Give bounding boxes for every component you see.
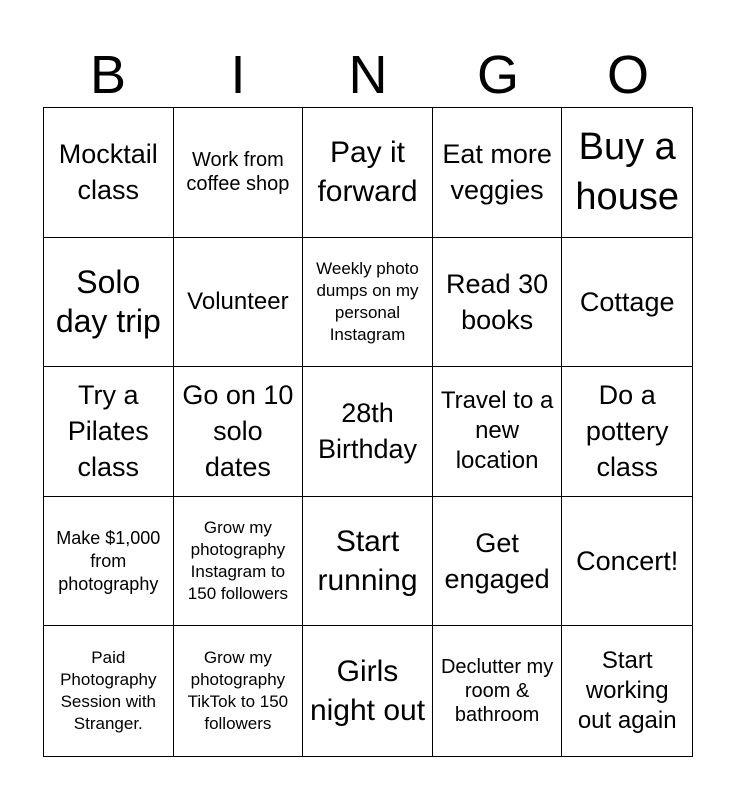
cell-text: 28th Birthday bbox=[317, 398, 418, 465]
cell-text: Start working out again bbox=[577, 647, 677, 735]
cell-text: Do a pottery class bbox=[585, 380, 669, 483]
header-letter-b: B bbox=[89, 45, 127, 105]
cell-text: Grow my photography TikTok to 150 followers bbox=[187, 648, 289, 734]
cell-text: Grow my photography Instagram to 150 followers bbox=[187, 518, 288, 604]
bingo-cell[interactable] bbox=[303, 367, 433, 497]
bingo-cell[interactable] bbox=[562, 497, 692, 627]
cell-text: Make $1,000 from photography bbox=[56, 527, 161, 594]
cell-text: Solo day trip bbox=[55, 263, 161, 339]
cell-text: Go on 10 solo dates bbox=[182, 380, 294, 483]
cell-text: Concert! bbox=[576, 546, 679, 577]
header-letter-i: I bbox=[230, 45, 246, 105]
bingo-cell[interactable] bbox=[433, 108, 563, 238]
bingo-cell[interactable] bbox=[44, 626, 174, 756]
cell-text: Try a Pilates class bbox=[67, 380, 149, 483]
cell-text: Girls night out bbox=[309, 655, 426, 728]
cell-text: Mocktail class bbox=[58, 139, 158, 206]
bingo-cell[interactable] bbox=[433, 626, 563, 756]
bingo-cell[interactable] bbox=[174, 626, 304, 756]
bingo-cell[interactable] bbox=[44, 238, 174, 368]
header-letter-n: N bbox=[348, 45, 388, 105]
bingo-cell[interactable] bbox=[303, 497, 433, 627]
cell-text: Get engaged bbox=[444, 528, 550, 595]
cell-text: Paid Photography Session with Stranger. bbox=[60, 648, 157, 734]
header-letter-o: O bbox=[606, 45, 649, 105]
bingo-cell[interactable] bbox=[562, 367, 692, 497]
bingo-board bbox=[43, 107, 693, 757]
bingo-cell[interactable] bbox=[44, 108, 174, 238]
bingo-cell[interactable] bbox=[562, 626, 692, 756]
cell-text: Declutter my room & bathroom bbox=[440, 656, 554, 727]
bingo-cell[interactable] bbox=[174, 367, 304, 497]
cell-text: Start running bbox=[317, 525, 418, 598]
bingo-cell[interactable] bbox=[303, 626, 433, 756]
cell-text: Work from coffee shop bbox=[186, 149, 290, 196]
cell-text: Read 30 books bbox=[446, 268, 549, 335]
cell-text: Eat more veggies bbox=[442, 139, 552, 206]
bingo-cell[interactable] bbox=[174, 238, 304, 368]
cell-text: Weekly photo dumps on my personal Instagram bbox=[316, 258, 419, 344]
cell-text: Cottage bbox=[579, 286, 675, 317]
cell-text: Volunteer bbox=[187, 287, 289, 315]
bingo-cell[interactable] bbox=[433, 497, 563, 627]
bingo-cell[interactable] bbox=[174, 108, 304, 238]
cell-text: Pay it forward bbox=[317, 136, 418, 209]
header-letter-g: G bbox=[476, 45, 519, 105]
bingo-cell[interactable] bbox=[433, 367, 563, 497]
bingo-cell[interactable] bbox=[44, 367, 174, 497]
bingo-cell[interactable] bbox=[174, 497, 304, 627]
bingo-cell[interactable] bbox=[303, 108, 433, 238]
cell-text: Buy a house bbox=[575, 126, 679, 219]
cell-text: Travel to a new location bbox=[440, 387, 554, 475]
bingo-cell[interactable] bbox=[562, 238, 692, 368]
bingo-header bbox=[43, 42, 693, 108]
bingo-cell[interactable] bbox=[44, 497, 174, 627]
bingo-cell[interactable] bbox=[433, 238, 563, 368]
bingo-cell[interactable] bbox=[562, 108, 692, 238]
bingo-cell[interactable] bbox=[303, 238, 433, 368]
